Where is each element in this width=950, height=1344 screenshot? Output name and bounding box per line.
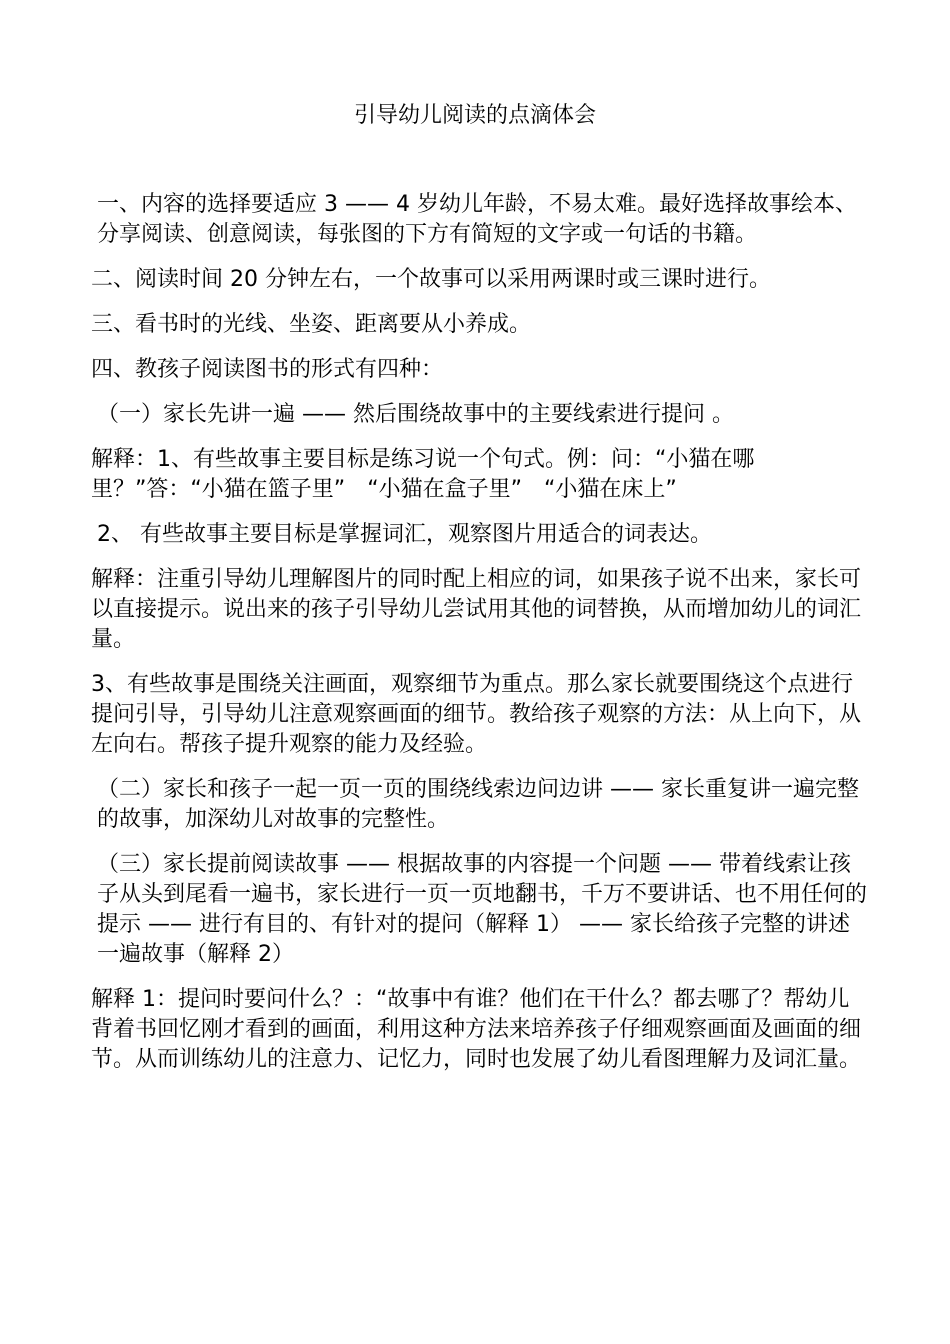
paragraph-explanation-vocabulary: 解释：注重引导幼儿理解图片的同时配上相应的词，如果孩子说不出来，家长可以直接提示。说出来的孩子引导幼儿尝试用其他的词替换，从而增加幼儿的词汇量。	[91, 567, 862, 652]
paragraph-reading-habits: 三、看书时的光线、坐姿、距离要从小养成。	[91, 312, 532, 337]
paragraph-form-three: （三）家长提前阅读故事 —— 根据故事的内容提一个问题 —— 带着线索让孩子从头到尾看一遍书，家长进行一页一页地翻书，千万不要讲话、也不用任何的提示 —— 进行有目的、有针对的提问（解释 1） —— 家长给孩子完整的讲述一遍故事（解释 2）	[97, 852, 868, 967]
paragraph-reading-time: 二、阅读时间 20 分钟左右，一个故事可以采用两课时或三课时进行。	[91, 267, 771, 292]
document-body	[91, 190, 871, 1090]
paragraph-form-two: （二）家长和孩子一起一页一页的围绕线索边问边讲 —— 家长重复讲一遍完整的故事，加深幼儿对故事的完整性。	[97, 777, 859, 832]
document-title: 引导幼儿阅读的点滴体会	[353, 103, 596, 128]
paragraph-explanation-sentence: 解释：1、有些故事主要目标是练习说一个句式。例：问：“小猫在哪里？”答：“小猫在篮子里” “小猫在盒子里” “小猫在床上”	[91, 447, 755, 502]
paragraph-content-selection: 一、内容的选择要适应 3 —— 4 岁幼儿年龄，不易太难。最好选择故事绘本、分享阅读、创意阅读，每张图的下方有简短的文字或一句话的书籍。	[97, 192, 857, 247]
paragraph-form-one: （一）家长先讲一遍 —— 然后围绕故事中的主要线索进行提问 。	[97, 402, 734, 427]
paragraph-vocabulary-goal: 2、 有些故事主要目标是掌握词汇，观察图片用适合的词表达。	[97, 522, 712, 547]
paragraph-observation-goal: 3、有些故事是围绕关注画面，观察细节为重点。那么家长就要围绕这个点进行提问引导，引导幼儿注意观察画面的细节。教给孩子观察的方法：从上向下，从左向右。帮孩子提升观察的能力及经验。	[91, 672, 862, 757]
paragraph-explanation-one: 解释 1：提问时要问什么？：“故事中有谁？他们在干什么？都去哪了？帮幼儿背着书回忆刚才看到的画面，利用这种方法来培养孩子仔细观察画面及画面的细节。从而训练幼儿的注意力、记忆力，同时也发展了幼儿看图理解力及词汇量。	[91, 987, 862, 1072]
paragraph-reading-forms: 四、教孩子阅读图书的形式有四种：	[91, 357, 444, 382]
